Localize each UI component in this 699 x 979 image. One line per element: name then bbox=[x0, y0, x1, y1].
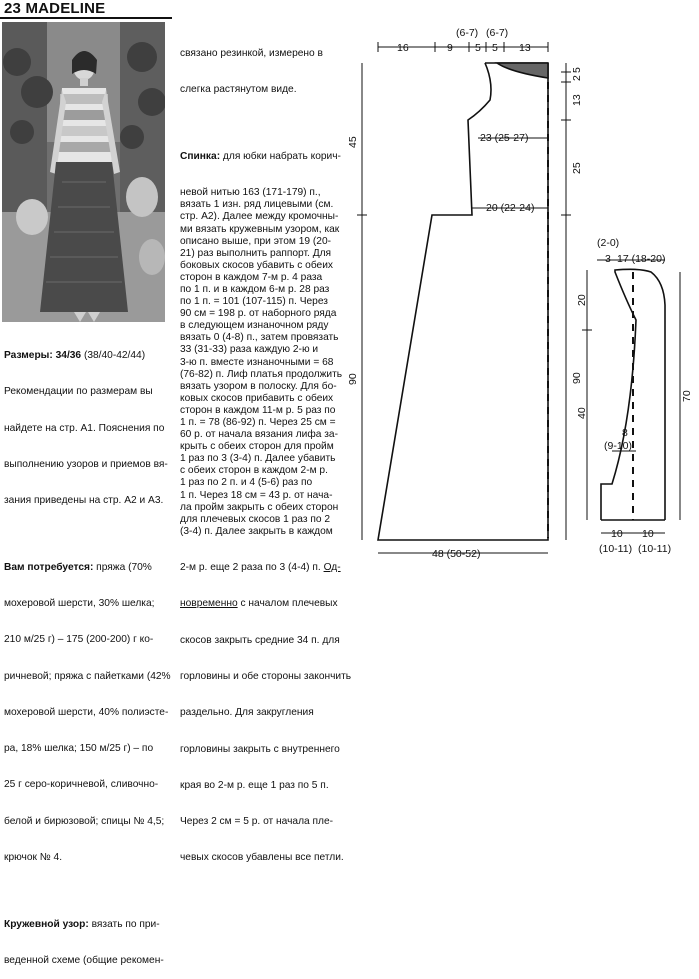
dim-right-2: 2 bbox=[571, 75, 583, 81]
simultaneously-word-end: новременно bbox=[180, 598, 238, 610]
sleeve-cuff-a: 8 bbox=[622, 427, 628, 439]
back-line: сторон в каждом 7-м р. 4 раза bbox=[180, 271, 323, 283]
back-label: Спинка: bbox=[180, 150, 221, 162]
sleeve-right-70: 70 bbox=[681, 390, 693, 402]
title-underline bbox=[0, 17, 172, 19]
top-dimension-line bbox=[378, 42, 548, 52]
back-line: 2-м р. еще 2 раза по 3 (4-4) п. bbox=[180, 562, 324, 574]
dim-waist: 20 (22-24) bbox=[486, 202, 535, 214]
back-line: вязать 1 изн. ряд лицевыми (см. bbox=[180, 199, 334, 211]
middle-text-column bbox=[180, 24, 350, 877]
sizes-line: найдете на стр. А1. Пояснения по bbox=[4, 422, 165, 434]
left-text-column bbox=[4, 326, 171, 979]
back-line: 1 п. = 78 (86-92) п. Через 25 см = bbox=[180, 417, 336, 428]
inner-dimension-lines bbox=[378, 138, 548, 553]
dim-top-mid1: 9 bbox=[447, 42, 453, 54]
dim-top-over-b: (6-7) bbox=[486, 27, 509, 39]
materials-label: Вам потребуется: bbox=[4, 561, 94, 573]
dim-top-right: 13 bbox=[519, 42, 531, 54]
back-line: вязать узором в полоску. Для бо- bbox=[180, 380, 337, 392]
dim-right-90: 90 bbox=[571, 372, 583, 384]
back-line: вязать 0 (4-8) п., затем провязать bbox=[180, 332, 339, 344]
sizes-line: выполнению узоров и приемов вя- bbox=[4, 459, 168, 471]
back-line: 3-ю п. вместе изнаночными = 68 bbox=[180, 356, 334, 368]
back-line: ми вязать кружевным узором, как bbox=[180, 223, 340, 235]
intro-line: связано резинкой, измерено в bbox=[180, 48, 323, 60]
sleeve-top-left: (2-0) bbox=[597, 237, 620, 249]
tail-line: Через 2 см = 5 р. от начала пле- bbox=[180, 816, 334, 828]
simultaneously-rest: с началом плечевых bbox=[237, 598, 338, 610]
sleeve-top-b: 17 (18-20) bbox=[617, 253, 666, 265]
materials-line: 25 г серо-коричневой, сливочно- bbox=[4, 779, 159, 791]
back-line: по 1 п. = 101 (107-115) п. Через bbox=[180, 296, 328, 308]
materials-line: ра, 18% шелка; 150 м/25 г) – по bbox=[4, 743, 154, 755]
back-line: сторон в каждом 11-м р. 5 раз по bbox=[180, 404, 336, 416]
lace-first: вязать по при- bbox=[88, 918, 160, 930]
sizes-line: зания приведены на стр. А2 и А3. bbox=[4, 495, 164, 507]
back-line: 21) раз выполнить раппорт. Для bbox=[180, 247, 332, 259]
materials-line: мохеровой шерсти, 40% полиэсте- bbox=[4, 706, 169, 718]
back-line: (3-4) п. Далее закрыть в каждом bbox=[180, 525, 333, 537]
materials-line: белой и бирюзовой; спицы № 4,5; bbox=[4, 815, 165, 827]
dim-right-25: 25 bbox=[571, 162, 583, 174]
back-line: 90 см = 198 р. от наборного ряда bbox=[180, 308, 337, 320]
left-dimension-line bbox=[357, 63, 367, 540]
materials-line: крючок № 4. bbox=[4, 852, 63, 864]
body-schematic bbox=[378, 63, 548, 540]
back-first: для юбки набрать корич- bbox=[220, 150, 341, 162]
sizes-line: Рекомендации по размерам вы bbox=[4, 386, 153, 398]
dim-left-45: 45 bbox=[347, 136, 359, 148]
dim-bottom: 48 (50-52) bbox=[432, 548, 481, 560]
sleeve-bottom-a: 10 bbox=[611, 528, 623, 540]
materials-line: ричневой; пряжа с пайетками (42% bbox=[4, 670, 171, 682]
back-line: с обеих сторон в каждом 2-м р. bbox=[180, 465, 328, 477]
intro-line: слегка растянутом виде. bbox=[180, 84, 297, 96]
dim-armhole: 23 (25-27) bbox=[480, 132, 529, 144]
dim-top-left: 16 bbox=[397, 42, 409, 54]
sleeve-bottom-b: 10 bbox=[642, 528, 654, 540]
sleeve-top-a: 3 bbox=[605, 253, 611, 265]
dim-right-13: 13 bbox=[571, 94, 583, 106]
materials-line: мохеровой шерсти, 30% шелка; bbox=[4, 598, 155, 610]
dim-right-5: 5 bbox=[571, 67, 583, 73]
dim-left-90: 90 bbox=[347, 373, 359, 385]
sleeve-cuff-b: (9-10) bbox=[604, 440, 633, 452]
tail-line: раздельно. Для закругления bbox=[180, 707, 314, 719]
back-line: ла пройм закрыть с обеих сторон bbox=[180, 501, 339, 513]
lace-label: Кружевной узор: bbox=[4, 918, 89, 930]
dim-top-mid3: 5 bbox=[492, 42, 498, 54]
tail-line: скосов закрыть средние 34 п. для bbox=[180, 634, 340, 646]
back-line: 1 раз по 3 (3-4) п. Далее убавить bbox=[180, 453, 336, 465]
sizes-label: Размеры: 34/36 bbox=[4, 350, 82, 362]
back-line: крыть с обеих сторон для пройм bbox=[180, 441, 334, 453]
sleeve-schematic bbox=[601, 269, 665, 520]
back-line: 1 раз по 2 п. и 4 (5-6) раз по bbox=[180, 477, 313, 489]
lace-line: веденной схеме (общие рекомен- bbox=[4, 954, 164, 966]
model-photo bbox=[2, 22, 165, 322]
back-line: (76-82) п. Лиф платья продолжить bbox=[180, 368, 343, 380]
sleeve-left-20: 20 bbox=[576, 294, 588, 306]
back-line: для плечевых скосов 1 раз по 2 bbox=[180, 513, 330, 525]
materials-first: пряжа (70% bbox=[93, 561, 152, 573]
back-line: стр. А2). Далее между кромочны- bbox=[180, 211, 339, 223]
sizes-values: (38/40-42/44) bbox=[81, 350, 146, 362]
tail-line: чевых скосов убавлены все петли. bbox=[180, 852, 344, 864]
simultaneously-word: Од- bbox=[323, 562, 341, 574]
dim-top-mid2: 5 bbox=[475, 42, 481, 54]
back-line: по 1 п. и в каждом 6-м р. 28 раз bbox=[180, 283, 330, 295]
materials-line: 210 м/25 г) – 175 (200-200) г ко- bbox=[4, 634, 154, 646]
back-line: 33 (31-33) раза каждую 2-ю и bbox=[180, 344, 319, 356]
tail-line: горловины закрыть с внутреннего bbox=[180, 743, 340, 755]
sleeve-bottom-c: (10-11) bbox=[599, 543, 633, 555]
sleeve-left-40: 40 bbox=[576, 407, 588, 419]
back-line: 1 п. Через 18 см = 43 р. от нача- bbox=[180, 489, 333, 501]
back-line: невой нитью 163 (171-179) п., bbox=[180, 187, 321, 199]
back-line: в следующем изнаночном ряду bbox=[180, 320, 329, 332]
page-title: 23 MADELINE bbox=[4, 0, 106, 17]
back-line: описано выше, при этом 19 (20- bbox=[180, 235, 331, 247]
right-dimension-line bbox=[561, 63, 571, 540]
tail-line: края во 2-м р. еще 1 раз по 5 п. bbox=[180, 779, 329, 791]
tail-line: горловины и обе стороны закончить bbox=[180, 670, 352, 682]
sleeve-dimension-lines bbox=[582, 260, 680, 533]
back-line: ковых скосов прибавить с обеих bbox=[180, 392, 334, 404]
sleeve-bottom-d: (10-11) bbox=[638, 543, 672, 555]
back-line: 60 р. от начала вязания лифа за- bbox=[180, 429, 338, 441]
back-line: боковых скосов убавить с обеих bbox=[180, 259, 333, 271]
dim-top-over-a: (6-7) bbox=[456, 27, 479, 39]
